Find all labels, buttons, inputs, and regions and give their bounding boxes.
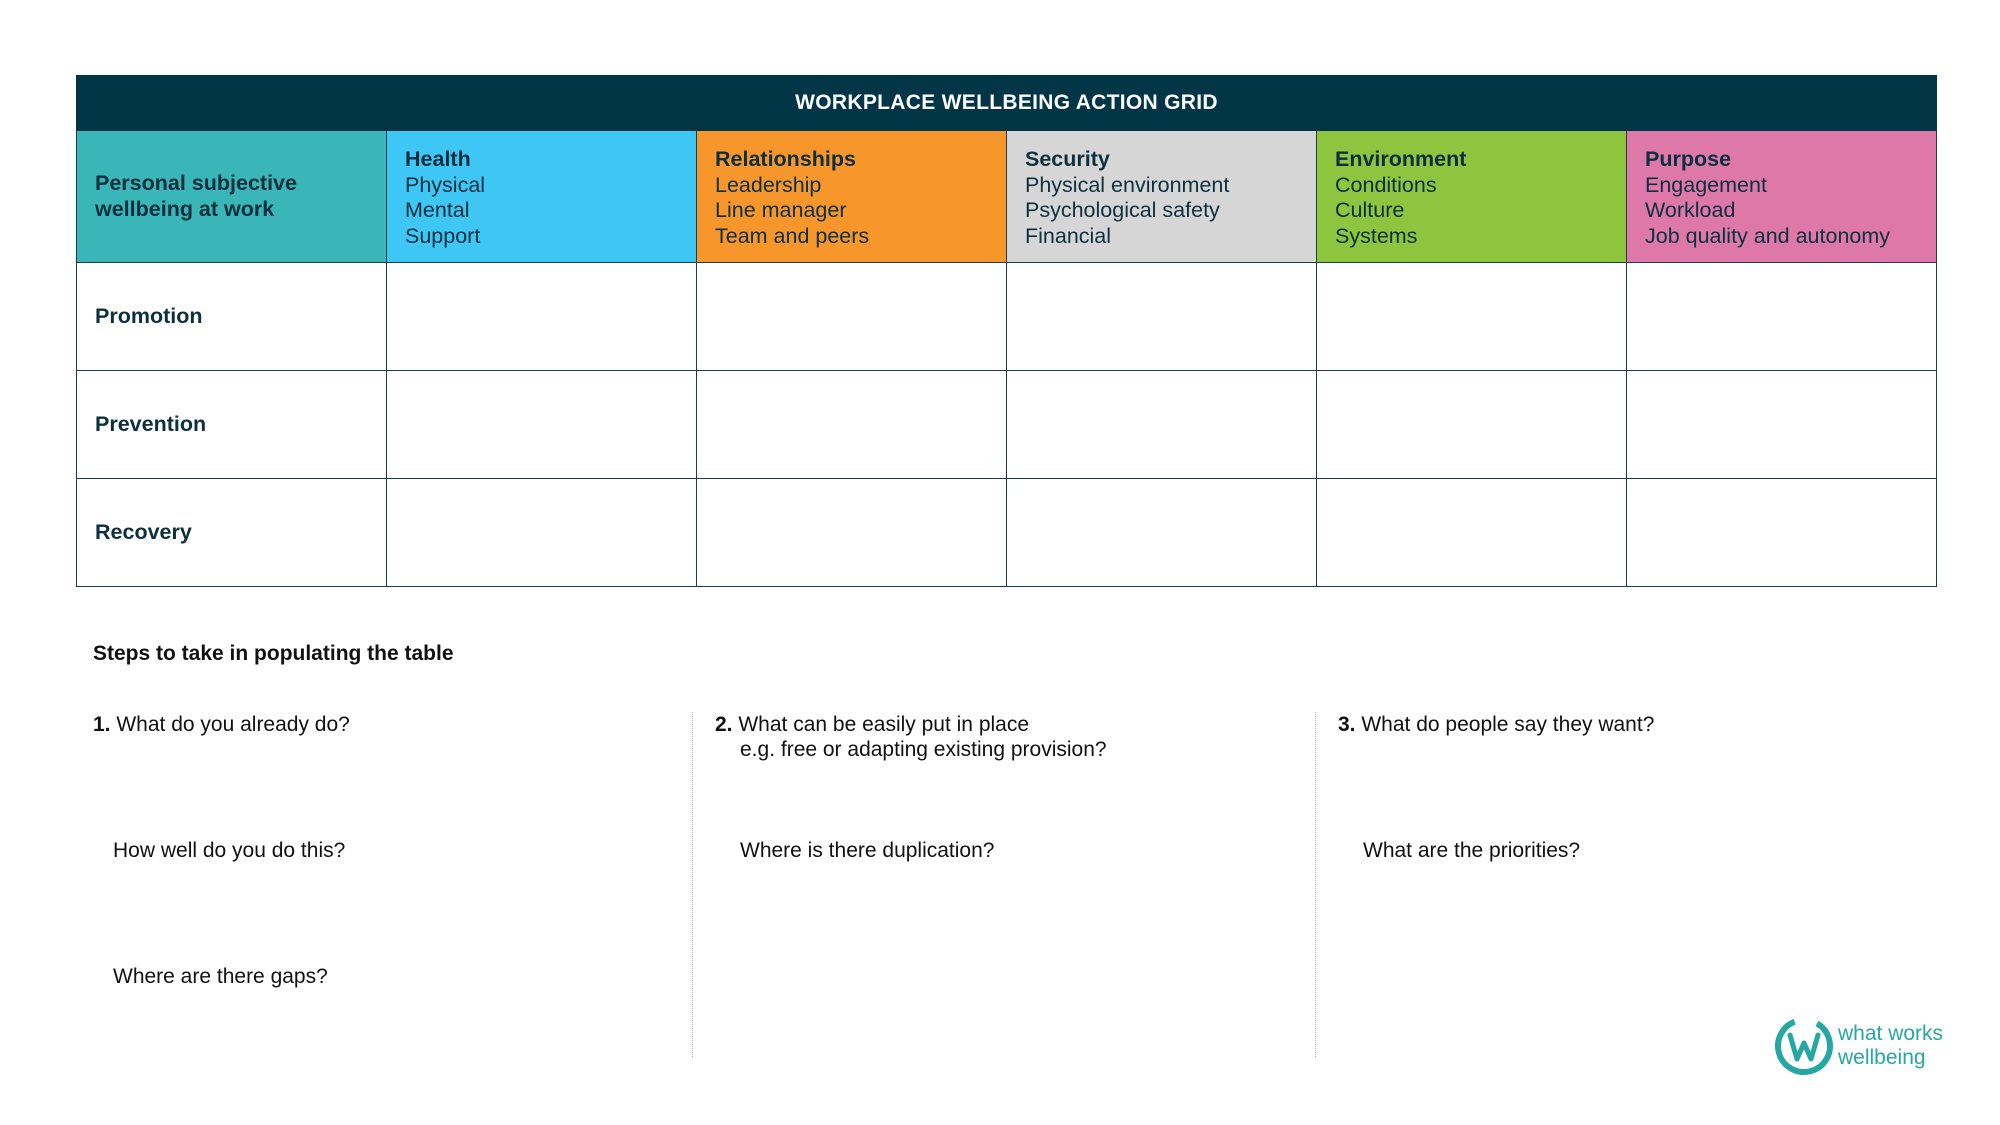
category-label: Purpose <box>1645 147 1732 171</box>
sub-item: Team and peers <box>715 223 870 248</box>
sub-item: Workload <box>1645 198 1736 222</box>
step-question-subtext: e.g. free or adapting existing provision? <box>740 738 1107 761</box>
grid-cell[interactable] <box>1627 479 1937 587</box>
step-column-2 <box>715 712 1305 1057</box>
header-environment <box>1317 131 1627 263</box>
step-question <box>1338 712 1654 737</box>
header-relationships <box>697 131 1007 263</box>
grid-cell[interactable] <box>1317 479 1627 587</box>
step-question-text: What do people say they want? <box>1361 713 1655 736</box>
grid-cell[interactable] <box>1007 263 1317 371</box>
step-number: 3. <box>1338 713 1356 736</box>
grid-row-promotion <box>77 263 1937 371</box>
column-divider <box>1315 712 1316 1057</box>
sub-item: Job quality and autonomy <box>1645 223 1891 248</box>
grid-cell[interactable] <box>1317 263 1627 371</box>
row-label-promotion: Promotion <box>77 263 387 371</box>
wellbeing-action-grid <box>76 75 1937 587</box>
step-column-3 <box>1338 712 1928 1057</box>
row-label-prevention: Prevention <box>77 371 387 479</box>
category-label: Environment <box>1335 147 1467 171</box>
sub-item: Physical <box>405 172 486 197</box>
logo-line-2: wellbeing <box>1838 1046 1926 1069</box>
category-label: Relationships <box>715 147 856 171</box>
grid-cell[interactable] <box>697 479 1007 587</box>
sub-item: Leadership <box>715 172 822 197</box>
grid-cell[interactable] <box>387 371 697 479</box>
category-label: Health <box>405 147 471 171</box>
logo-line-1: what works <box>1838 1022 1944 1045</box>
step-question: What are the priorities? <box>1363 839 1581 862</box>
grid-title: WORKPLACE WELLBEING ACTION GRID <box>77 76 1937 131</box>
sub-item: Psychological safety <box>1025 198 1220 222</box>
grid-cell[interactable] <box>1007 479 1317 587</box>
header-personal-wellbeing: Personal subjective wellbeing at work <box>77 131 387 263</box>
sub-item: Support <box>405 223 481 248</box>
sub-item: Systems <box>1335 223 1418 248</box>
step-number: 1. <box>93 713 111 736</box>
step-question: Where is there duplication? <box>740 839 995 862</box>
sub-item: Financial <box>1025 223 1112 248</box>
row-label-recovery: Recovery <box>77 479 387 587</box>
step-question: How well do you do this? <box>113 839 346 862</box>
logo-text <box>1838 1022 1943 1070</box>
grid-header-row <box>77 131 1937 263</box>
step-question: Where are there gaps? <box>113 965 328 988</box>
step-question-text: What do you already do? <box>116 713 350 736</box>
sub-item: Physical environment <box>1025 172 1230 197</box>
sub-item: Mental <box>405 198 470 222</box>
sub-item: Culture <box>1335 198 1405 222</box>
grid-cell[interactable] <box>387 263 697 371</box>
step-question-text: What can be easily put in place <box>738 713 1030 736</box>
grid-cell[interactable] <box>1317 371 1627 479</box>
step-column-1 <box>93 712 683 1057</box>
grid-cell[interactable] <box>387 479 697 587</box>
step-question <box>93 712 350 737</box>
sub-item: Line manager <box>715 198 847 222</box>
sub-item: Conditions <box>1335 172 1437 197</box>
column-divider <box>692 712 693 1057</box>
grid-row-recovery <box>77 479 1937 587</box>
step-question <box>715 712 1029 737</box>
grid-cell[interactable] <box>1007 371 1317 479</box>
step-number: 2. <box>715 713 733 736</box>
header-purpose <box>1627 131 1937 263</box>
grid-cell[interactable] <box>1627 371 1937 479</box>
steps-title: Steps to take in populating the table <box>93 642 454 665</box>
grid-cell[interactable] <box>697 371 1007 479</box>
header-health <box>387 131 697 263</box>
grid-row-prevention <box>77 371 1937 479</box>
category-label: Security <box>1025 147 1110 171</box>
header-security <box>1007 131 1317 263</box>
grid-cell[interactable] <box>697 263 1007 371</box>
sub-item: Engagement <box>1645 172 1767 197</box>
grid-cell[interactable] <box>1627 263 1937 371</box>
